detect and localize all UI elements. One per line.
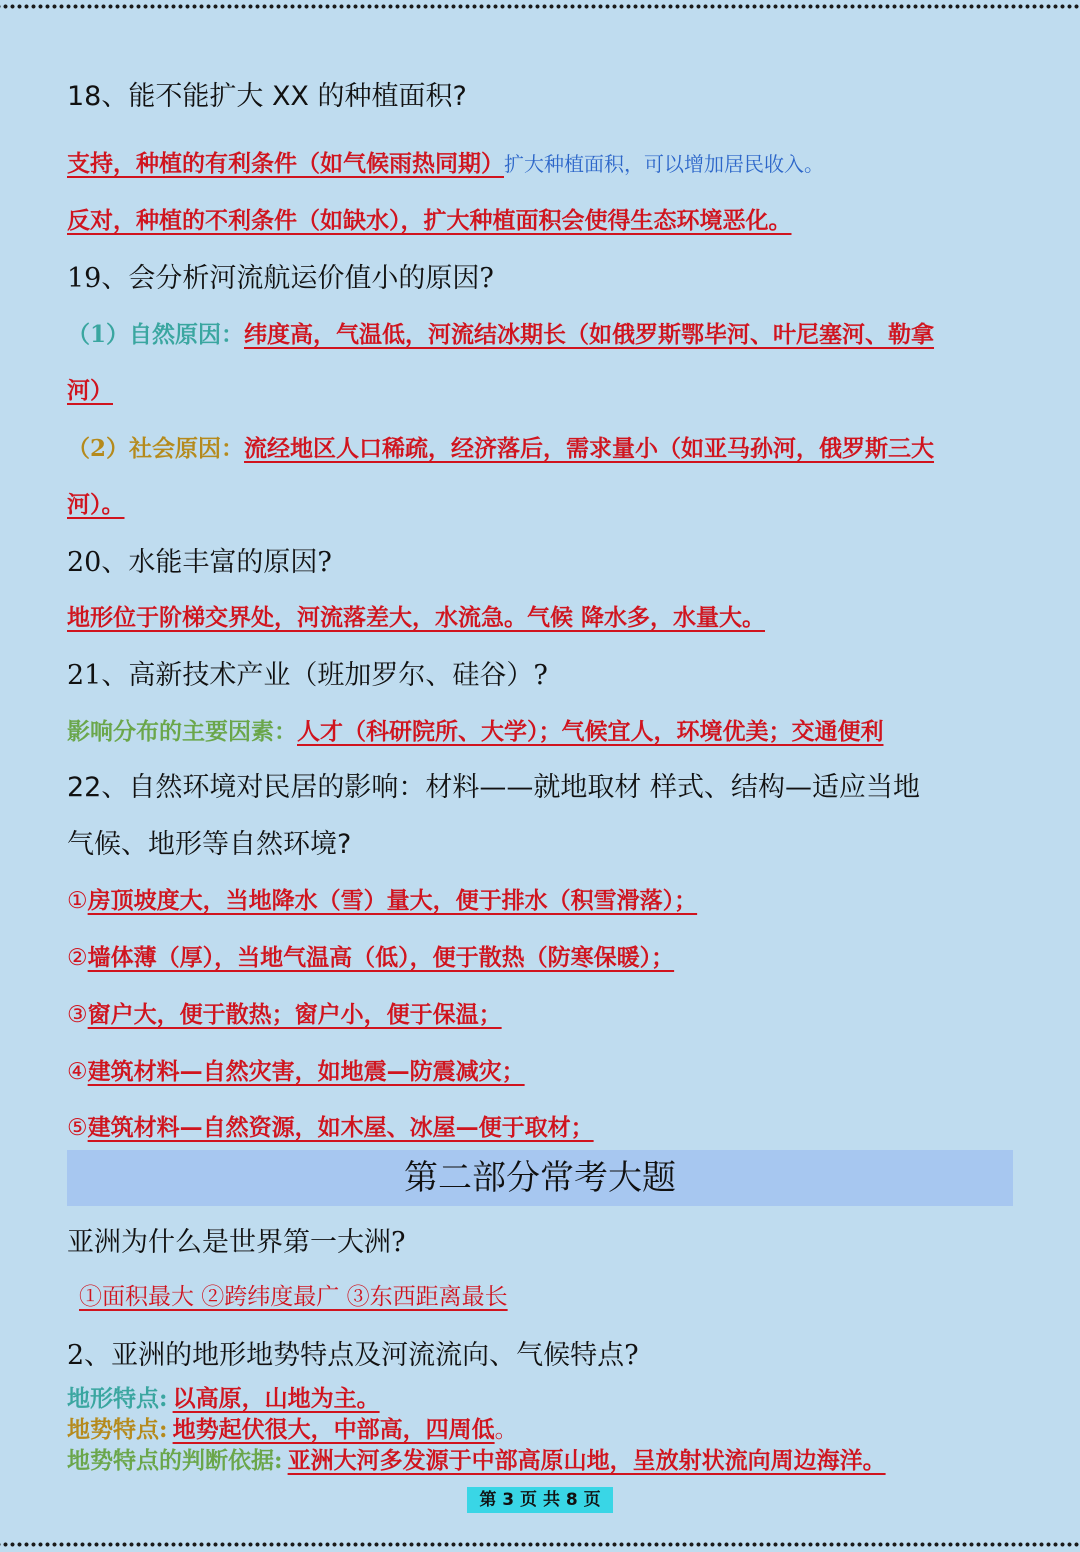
terrain-text: 以高原，山地为主。 [172,1385,380,1412]
dotted-border-top [0,0,1080,12]
q22-item-text: 建筑材料—自然灾害，如地震—防震减灾； [87,1058,525,1085]
q19-nature-cont: 河） [67,377,113,404]
q22-item [67,1053,525,1086]
q22-item-text: 窗户大，便于散热；窗户小，便于保温； [87,1001,502,1028]
q19-nature-line [67,316,934,349]
relief-line [67,1411,518,1444]
basis-line [67,1442,886,1475]
basis-text: 亚洲大河多发源于中部高原山地，呈放射状流向周边海洋。 [287,1447,886,1474]
terrain-line [67,1380,380,1413]
q19-nature-label: （1）自然原因： [67,321,245,348]
section-heading: 第二部分常考大题 [67,1150,1013,1206]
q22-item [67,939,674,972]
relief-tail: 。 [494,1417,518,1443]
q21-answer-line [67,713,884,746]
q19-social-line [67,430,934,463]
q18-support-blue: 扩大种植面积，可以增加居民收入。 [504,152,824,176]
q18-support-red: 支持，种植的有利条件（如气候雨热同期） [67,150,504,177]
q19-social-label: （2）社会原因： [67,435,245,462]
asia-question: 亚洲为什么是世界第一大洲? [67,1227,406,1258]
basis-label: 地势特点的判断依据: [67,1447,283,1474]
q22-item-text: 建筑材料—自然资源，如木屋、冰屋—便于取材； [87,1114,594,1141]
dotted-border-bottom [0,1538,1080,1550]
question-19-title: 19、会分析河流航运价值小的原因? [67,263,494,294]
q21-label: 影响分布的主要因素： [67,718,297,745]
q18-oppose: 反对，种植的不利条件（如缺水），扩大种植面积会使得生态环境恶化。 [67,207,792,234]
relief-text: 地势起伏很大，中部高，四周低 [172,1416,495,1443]
q22-item-number: ② [67,945,88,971]
q22-item [67,882,697,915]
q22-item-number: ④ [67,1059,88,1085]
q21-answer: 人才（科研院所、大学）；气候宜人，环境优美；交通便利 [297,718,884,745]
q19-social-cont: 河）。 [67,491,125,518]
q19-social-text: 流经地区人口稀疏，经济落后，需求量小（如亚马孙河，俄罗斯三大 [244,435,935,462]
question-21-title: 21、高新技术产业（班加罗尔、硅谷）? [67,660,548,691]
q22-item-text: 墙体薄（厚），当地气温高（低），便于散热（防寒保暖）； [87,944,675,971]
q20-answer: 地形位于阶梯交界处，河流落差大，水流急。气候 降水多，水量大。 [67,604,766,631]
asia-answer: ①面积最大 ②跨纬度最广 ③东西距离最长 [79,1284,508,1310]
q22-item [67,1109,594,1142]
q22-item [67,996,502,1029]
q22-item-number: ⑤ [67,1115,88,1141]
q22-item-number: ① [67,888,88,914]
question-20-title: 20、水能丰富的原因? [67,547,332,578]
asia-q2-title: 2、亚洲的地形地势特点及河流流向、气候特点? [67,1340,639,1371]
terrain-label: 地形特点: [67,1385,168,1412]
page-number: 第 3 页 共 8 页 [467,1487,613,1513]
q19-nature-text: 纬度高，气温低，河流结冰期长（如俄罗斯鄂毕河、叶尼塞河、勒拿 [244,321,935,348]
relief-label: 地势特点: [67,1416,168,1443]
q22-item-number: ③ [67,1002,88,1028]
question-18-title: 18、能不能扩大 XX 的种植面积? [67,81,467,112]
q18-support-line [67,145,824,178]
q22-item-text: 房顶坡度大，当地降水（雪）量大，便于排水（积雪滑落）； [87,887,698,914]
question-22-title-line2: 气候、地形等自然环境? [67,829,352,860]
question-22-title-line1: 22、自然环境对民居的影响：材料——就地取材 样式、结构—适应当地 [67,772,920,803]
